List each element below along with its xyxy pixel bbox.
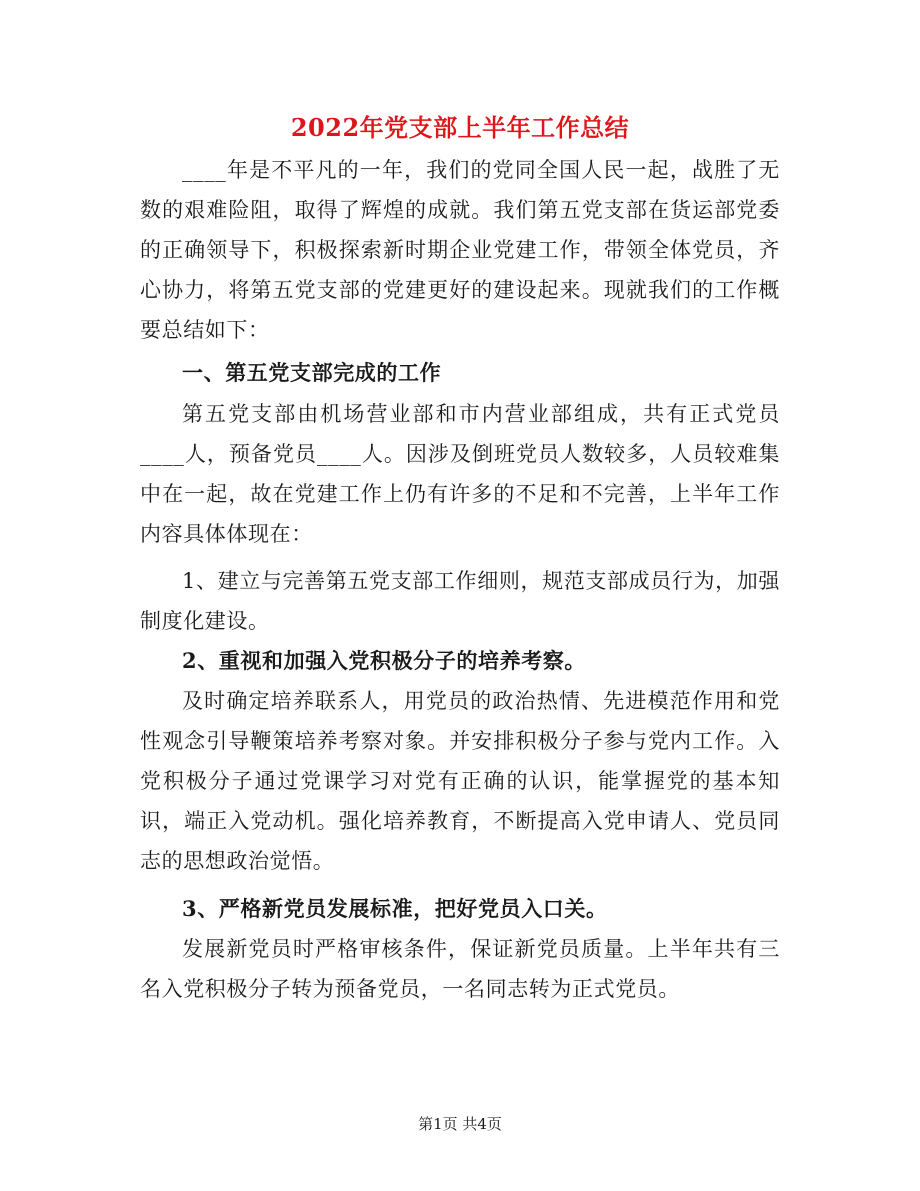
section1-text: 第五党支部由机场营业部和市内营业部组成，共有正式党员____人，预备党员____人。因涉及倒班党员人数较多，人员较难集中在一起，故在党建工作上仍有许多的不足和不完善，上半年工作内容具体体现在：: [140, 402, 780, 546]
item2-heading-block: [140, 641, 780, 681]
item3-text: 发展新党员时严格审核条件，保证新党员质量。上半年共有三名入党积极分子转为预备党员，一名同志转为正式党员。: [140, 937, 780, 1001]
intro-paragraph: [140, 150, 780, 350]
document-title: 2022年党支部上半年工作总结: [290, 113, 630, 142]
item2-paragraph: [140, 681, 780, 881]
section1-paragraph: [140, 394, 780, 554]
item2-heading: 2、重视和加强入党积极分子的培养考察。: [182, 648, 587, 673]
item3-paragraph: [140, 929, 780, 1009]
item3-heading-block: [140, 889, 780, 929]
section1-heading-block: [140, 353, 780, 393]
item2-text: 及时确定培养联系人，用党员的政治热情、先进模范作用和党性观念引导鞭策培养考察对象。并安排积极分子参与党内工作。入党积极分子通过党课学习对党有正确的认识，能掌握党的基本知识，端正入党动机。强化培养教育，不断提高入党申请人、党员同志的思想政治觉悟。: [140, 689, 780, 873]
page-number-footer: 第1页 共4页: [418, 1115, 502, 1133]
section1-heading: 一、第五党支部完成的工作: [182, 360, 442, 385]
item3-heading: 3、严格新党员发展标准，把好党员入口关。: [182, 896, 608, 921]
item1-paragraph: [140, 561, 780, 641]
item1-text: 1、建立与完善第五党支部工作细则，规范支部成员行为，加强制度化建设。: [140, 569, 780, 633]
intro-text: ____年是不平凡的一年，我们的党同全国人民一起，战胜了无数的艰难险阻，取得了辉煌的成就。我们第五党支部在货运部党委的正确领导下，积极探索新时期企业党建工作，带领全体党员，齐心协力，将第五党支部的党建更好的建设起来。现就我们的工作概要总结如下：: [140, 158, 780, 342]
